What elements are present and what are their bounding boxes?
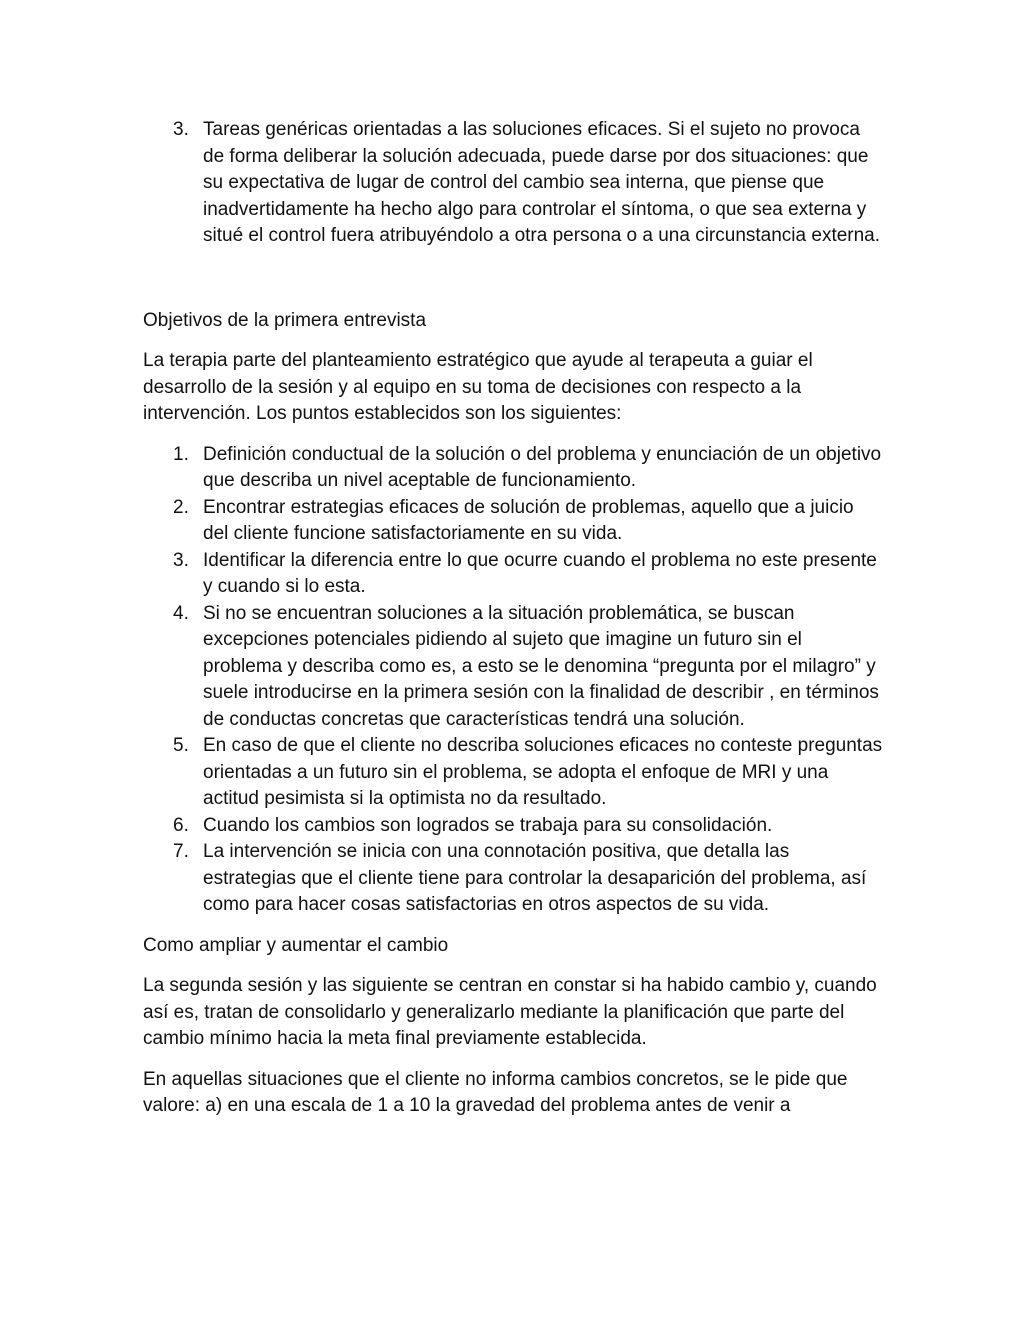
list-item: [143, 839, 883, 919]
list-item-text: Tareas genéricas orientadas a las soluciones eficaces. Si el sujeto no provoca de forma deliberar la solución adecuada, puede darse por dos situaciones: que su expectativa de lugar de control del cambio sea interna, que piense que inadvertidamente ha hecho algo para controlar el síntoma, o que sea externa y situé el control fuera atribuyéndolo a otra persona o a una circunstancia externa.: [203, 119, 881, 246]
body-paragraph: En aquellas situaciones que el cliente no informa cambios concretos, se le pide que valore: a) en una escala de 1 a 10 la gravedad del problema antes de venir a: [143, 1068, 848, 1116]
intro-paragraph: La terapia parte del planteamiento estratégico que ayude al terapeuta a guiar el desarrollo de la sesión y al equipo en su toma de decisiones con respecto a la intervención. Los puntos establecidos son los siguientes:: [143, 350, 813, 424]
list-item: [143, 733, 883, 813]
list-item-number: 6.: [173, 814, 189, 836]
section-heading-cambio: Como ampliar y aumentar el cambio: [143, 934, 449, 956]
list-item-text: Cuando los cambios son logrados se trabaja para su consolidación.: [203, 814, 773, 836]
list-item: [143, 442, 883, 495]
list-item-number: 3.: [173, 119, 189, 140]
list-item-number: 2.: [173, 496, 189, 518]
list-item: [143, 601, 883, 734]
list-item-number: 7.: [173, 841, 189, 862]
list-item-text: Encontrar estrategias eficaces de solución de problemas, aquello que a juicio del cliente funcione satisfactoriamente en su vida.: [203, 496, 854, 544]
list-item-number: 4.: [173, 602, 189, 624]
list-item-number: 3.: [173, 549, 189, 571]
document-page: [143, 117, 883, 1120]
list-item: [143, 548, 883, 601]
list-item: [143, 117, 883, 250]
numbered-list-top: [143, 117, 883, 250]
list-item: [143, 495, 883, 548]
list-item-text: La intervención se inicia con una connotación positiva, que detalla las estrategias que el cliente tiene para controlar la desaparición del problema, así como para hacer cosas satisfactorias en otros aspectos de su vida.: [203, 841, 867, 915]
list-item-text: Identificar la diferencia entre lo que ocurre cuando el problema no este presente y cuando si lo esta.: [203, 549, 877, 597]
list-item-text: Definición conductual de la solución o del problema y enunciación de un objetivo que describa un nivel aceptable de funcionamiento.: [203, 443, 882, 491]
list-item-text: Si no se encuentran soluciones a la situación problemática, se buscan excepciones potenciales pidiendo al sujeto que imagine un futuro sin el problema y describa como es, a esto se le denomina “pregunta por el milagro” y suele introducirse en la primera sesión con la finalidad de describir , en términos de conductas concretas que características tendrá una solución.: [203, 602, 879, 730]
list-item-text: En caso de que el cliente no describa soluciones eficaces no conteste preguntas orientadas a un futuro sin el problema, se adopta el enfoque de MRI y una actitud pesimista si la optimista no da resultado.: [203, 735, 883, 809]
list-item-number: 5.: [173, 735, 189, 756]
body-paragraph: La segunda sesión y las siguiente se centran en constar si ha habido cambio y, cuando así es, tratan de consolidarlo y generalizarlo mediante la planificación que parte del cambio mínimo hacia la meta final previamente establecida.: [143, 975, 877, 1049]
numbered-list-objetivos: [143, 442, 883, 919]
section-heading-objetivos: Objetivos de la primera entrevista: [143, 309, 427, 331]
list-item: [143, 813, 883, 840]
list-item-number: 1.: [173, 443, 189, 465]
